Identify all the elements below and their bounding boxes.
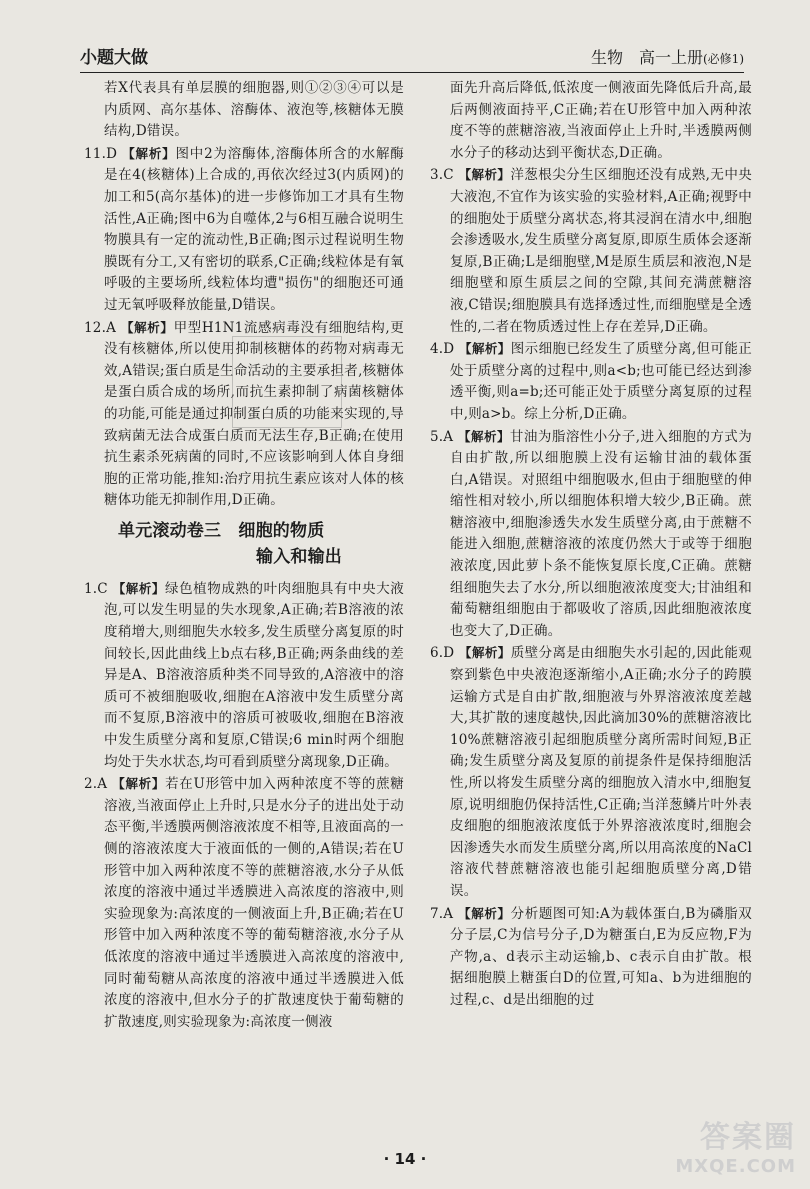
answer-text: 图示细胞已经发生了质壁分离,但可能正处于质壁分离的过程中,则a<b;也可能已经达到渗透平衡,则a=b;还可能正处于质壁分离复原的过程中,则a>b。综上分析,D正确。 (450, 341, 752, 422)
answer-number: 12.A (84, 319, 117, 336)
analysis-tag: 【解析】 (112, 580, 166, 596)
answer-number: 7.A (430, 905, 454, 922)
answer-5 (430, 426, 752, 643)
answer-6 (430, 642, 752, 902)
analysis-tag: 【解析】 (122, 145, 176, 161)
section-title-line2: 输入和输出 (256, 546, 342, 567)
section-title (84, 518, 404, 570)
answer-number: 3.C (430, 167, 454, 184)
analysis-tag: 【解析】 (459, 341, 511, 357)
site-watermark (675, 1112, 796, 1177)
analysis-tag: 【解析】 (458, 428, 510, 444)
watermark-logo: 答案圈 (700, 1120, 796, 1155)
analysis-tag: 【解析】 (112, 776, 166, 792)
answer-2 (84, 773, 404, 1033)
answer-number: 6.D (430, 645, 455, 662)
answer-text: 质壁分离是由细胞失水引起的,因此能观察到紫色中央液泡逐渐缩小,A正确;水分子的跨膜运输方式是自由扩散,细胞液与外界溶液浓度差越大,其扩散的速度越快,因此滴加30%的蔗糖溶液比10%蔗糖溶液引起细胞质壁分离所需时间短,B正确;发生质壁分离及复原的前提条件是保持细胞活性,所以将发生质壁分离的细胞放入清水中,细胞复原,说明细胞仍保持活性,C正确;当洋葱鳞片叶外表皮细胞的细胞液浓度低于外界溶液浓度时,细胞会因渗透失水而发生质壁分离,所以用高浓度的NaCl溶液代替蔗糖溶液也能引起细胞质壁分离,D错误。 (450, 645, 752, 899)
library-stamp (232, 336, 342, 428)
answer-text: 绿色植物成熟的叶肉细胞具有中央大液泡,可以发生明显的失水现象,A正确;若B溶液的浓度稍增大,则细胞失水较多,发生质壁分离复原的时间较长,因此曲线上b点右移,B正确;两条曲线的差异是A、B溶液溶质种类不同导致的,A溶液中的溶质可不被细胞吸收,细胞在A溶液中发生质壁分离而不复原,B溶液中的溶质可被吸收,细胞在B溶液中发生质壁分离和复原,C错误;6 min时两个细胞均处于失水状态,均可看到质壁分离现象,D正确。 (104, 580, 404, 770)
answer-number: 4.D (430, 341, 455, 358)
subject-volume: (必修1) (703, 52, 744, 66)
answer-text: 甲型H1N1流感病毒没有细胞结构,更没有核糖体,所以使用抑制核糖体的药物对病毒无效,A错误;蛋白质是生命活动的主要承担者,核糖体是蛋白质合成的场所,而抗生素抑制了病菌核糖体的功能,可能是通过抑制蛋白质的功能来实现的,导致病菌无法合成蛋白质而无法生存,B正确;在使用抗生素杀死病菌的同时,不应该影响到人体自身细胞的正常功能,推知:治疗用抗生素应该对人体的核糖体功能无抑制作用,D正确。 (104, 319, 404, 509)
analysis-tag: 【解析】 (459, 645, 511, 661)
answer-text: 图中2为溶酶体,溶酶体所含的水解酶是在4(核糖体)上合成的,再依次经过3(内质网)的加工和5(高尔基体)的进一步修饰加工才具有生物活性,A正确;图中6为自噬体,2与6相互融合说明生物膜具有一定的流动性,B正确;图示过程说明生物膜既有分工,又有密切的联系,C正确;线粒体是有氧呼吸的主要场所,线粒体均遭"损伤"的细胞还可通过无氧呼吸释放能量,D错误。 (104, 145, 404, 313)
answer-number: 2.A (84, 776, 108, 793)
right-column (430, 78, 752, 1012)
answer-number: 11.D (84, 145, 118, 162)
answer-text: 甘油为脂溶性小分子,进入细胞的方式为自由扩散,所以细胞膜上没有运输甘油的载体蛋白,A错误。对照组中细胞吸水,但由于细胞壁的伸缩性相对较小,所以细胞体积增大较少,B正确。蔗糖溶液中,细胞渗透失水发生质壁分离,由于蔗糖不能进入细胞,蔗糖溶液的浓度仍然大于或等于细胞液浓度,因此萝卜条不能恢复原长度,C正确。蔗糖组细胞失去了水分,所以细胞液浓度变大;甘油组和葡萄糖组细胞由于都吸收了溶质,因此细胞液浓度也变大了,D正确。 (450, 428, 752, 639)
answer-text: 洋葱根尖分生区细胞还没有成熟,无中央大液泡,不宜作为该实验的实验材料,A正确;视野中的细胞处于质壁分离状态,将其浸润在清水中,细胞会渗透吸水,发生质壁分离复原,即原生质体会逐渐复原,B正确;L是细胞壁,M是原生质层和液泡,N是细胞壁和原生质层之间的空隙,其间充满蔗糖溶液,C错误;细胞膜具有选择透过性,而细胞壁是全透性的,二者在物质透过性上存在差异,D正确。 (450, 167, 752, 335)
continued-answer-2: 面先升高后降低,低浓度一侧液面先降低后升高,最后两侧液面持平,C正确;若在U形管中加入两种浓度不等的蔗糖溶液,当液面停止上升时,半透膜两侧水分子的移动达到平衡状态,D正确。 (450, 80, 752, 161)
analysis-tag: 【解析】 (458, 167, 511, 183)
analysis-tag: 【解析】 (458, 905, 511, 921)
watermark-url: MXQE.COM (675, 1156, 796, 1177)
page-number: · 14 · (383, 1150, 427, 1168)
page-header (80, 42, 744, 73)
answer-number: 5.A (430, 428, 454, 445)
answer-7 (430, 903, 752, 1012)
answer-1 (84, 578, 404, 773)
subject-title (591, 45, 744, 68)
section-title-line1: 单元滚动卷三 细胞的物质 (118, 520, 325, 541)
subject-name: 生物 高一上册 (590, 48, 703, 67)
answer-4 (430, 338, 752, 425)
left-column (84, 78, 404, 1033)
continued-answer-10: 若X代表具有单层膜的细胞器,则①②③④可以是内质网、高尔基体、溶酶体、液泡等,核糖体无膜结构,D错误。 (104, 80, 404, 140)
answer-text: 若在U形管中加入两种浓度不等的蔗糖溶液,当液面停止上升时,只是水分子的进出处于动态平衡,半透膜两侧溶液浓度不相等,且液面高的一侧的溶液浓度大于液面低的一侧的,A错误;若在U形管中加入两种浓度不等的蔗糖溶液,水分子从低浓度的溶液中通过半透膜进入高浓度的溶液中,则实验现象为:高浓度的一侧液面上升,B正确;若在U形管中加入两种浓度不等的葡萄糖溶液,水分子从低浓度的溶液中通过半透膜进入高浓度的溶液中,同时葡萄糖从高浓度的溶液中通过半透膜进入低浓度的溶液中,但水分子的扩散速度快于葡萄糖的扩散速度,则实验现象为:高浓度一侧液 (104, 776, 404, 1030)
analysis-tag: 【解析】 (120, 319, 174, 335)
answer-3 (430, 164, 752, 338)
answer-number: 1.C (84, 580, 108, 597)
answer-11 (84, 143, 404, 317)
book-series-title: 小题大做 (80, 48, 148, 68)
answer-text: 分析题图可知:A为载体蛋白,B为磷脂双分子层,C为信号分子,D为糖蛋白,E为反应物,F为产物,a、d表示主动运输,b、c表示自由扩散。根据细胞膜上糖蛋白D的位置,可知a、b为进细胞的过程,c、d是出细胞的过 (450, 905, 752, 1008)
